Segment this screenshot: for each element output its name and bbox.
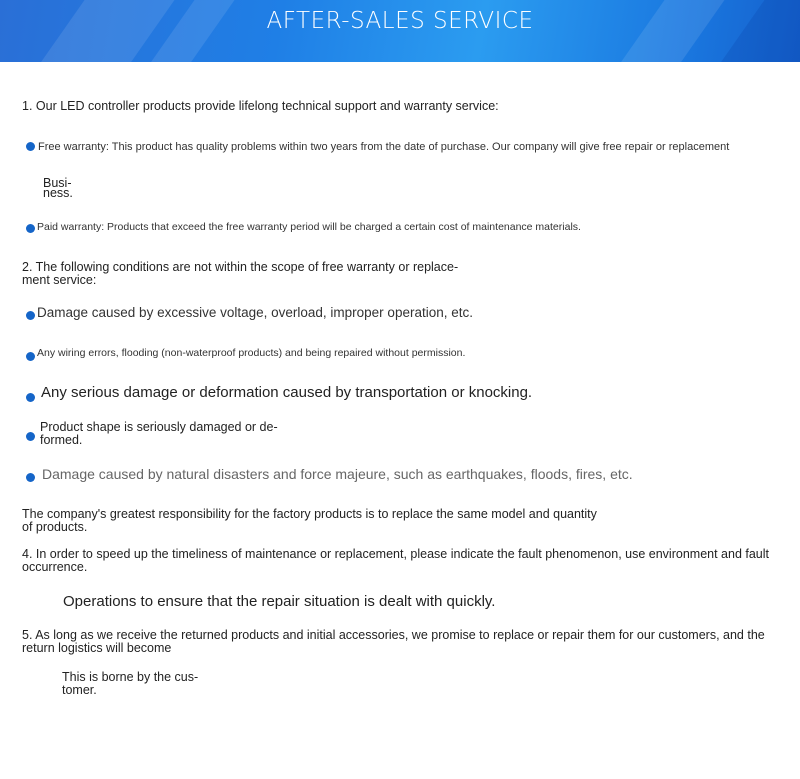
- natural-disasters-text: Damage caused by natural disasters and force majeure, such as earthquakes, floods, fires, etc.: [42, 466, 633, 482]
- text-line: ness.: [43, 186, 73, 200]
- bullet-icon: [26, 142, 35, 151]
- text-line: return logistics will become: [22, 641, 172, 655]
- text-line: 4. In order to speed up the timeliness of maintenance or replacement, please indicate the fault phenomenon, use environment and fault: [22, 547, 769, 561]
- bullet-icon: [26, 432, 35, 441]
- wiring-errors-text: Any wiring errors, flooding (non-waterproof products) and being repaired without permission.: [37, 347, 466, 359]
- bullet-icon: [26, 393, 35, 402]
- text-line: 2. The following conditions are not within the scope of free warranty or replace-: [22, 260, 459, 274]
- free-warranty-text: Free warranty: This product has quality problems within two years from the date of purchase. Our company will give free repair or replacement: [38, 141, 730, 153]
- text-line: formed.: [40, 433, 83, 447]
- text-line: tomer.: [62, 683, 97, 697]
- text-line: Product shape is seriously damaged or de-: [40, 420, 278, 434]
- header-banner: [0, 0, 800, 62]
- text-line: ment service:: [22, 273, 97, 287]
- text-line: Busi-: [43, 176, 72, 190]
- section-3-text: [22, 508, 597, 534]
- bullet-icon: [26, 311, 35, 320]
- transport-damage-text: Any serious damage or deformation caused by transportation or knocking.: [41, 384, 533, 401]
- text-line: The company's greatest responsibility for the factory products is to replace the same model and quantity: [22, 507, 597, 521]
- text-line: 5. As long as we receive the returned products and initial accessories, we promise to replace or repair them for our customers, and the: [22, 628, 765, 642]
- text-line: of products.: [22, 520, 88, 534]
- text-line: This is borne by the cus-: [62, 670, 199, 684]
- operations-text: Operations to ensure that the repair situation is dealt with quickly.: [63, 593, 496, 610]
- page-title: AFTER-SALES SERVICE: [266, 8, 534, 34]
- paid-warranty-text: Paid warranty: Products that exceed the free warranty period will be charged a certain cost of maintenance materials.: [37, 221, 581, 233]
- bullet-icon: [26, 224, 35, 233]
- bullet-icon: [26, 352, 35, 361]
- section-1-heading: 1. Our LED controller products provide lifelong technical support and warranty service:: [22, 99, 499, 113]
- free-warranty-continuation: [43, 178, 73, 198]
- section-5-text: [22, 629, 765, 655]
- section-2-heading: [22, 261, 458, 287]
- section-4-text: [22, 548, 769, 574]
- text-line: occurrence.: [22, 560, 88, 574]
- bullet-icon: [26, 473, 35, 482]
- customer-note-text: [62, 671, 198, 697]
- damage-voltage-text: Damage caused by excessive voltage, overload, improper operation, etc.: [37, 305, 473, 320]
- shape-damage-text: [40, 421, 278, 447]
